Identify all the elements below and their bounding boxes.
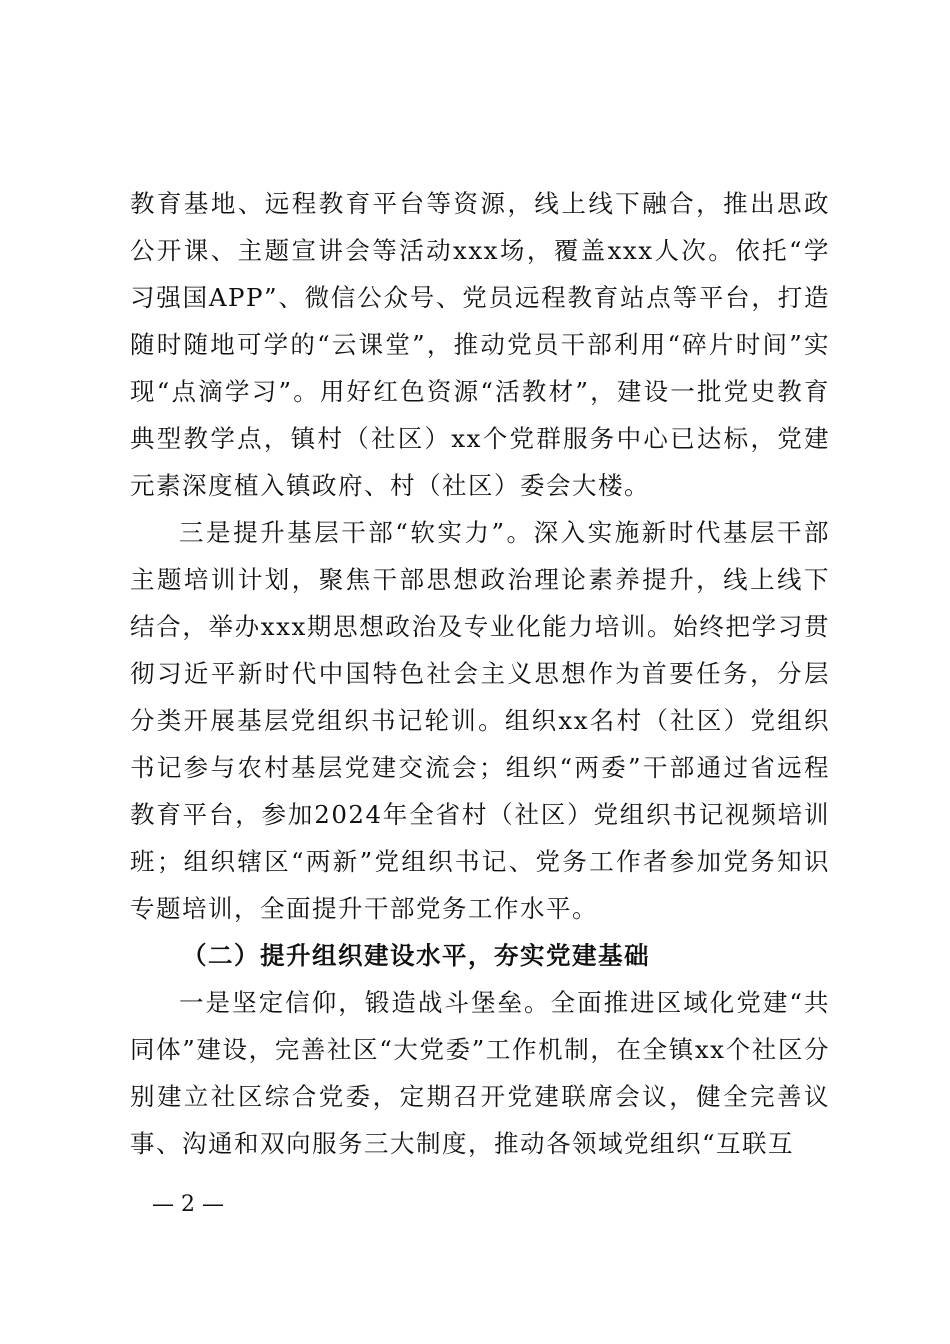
document-body [130, 180, 830, 1167]
paragraph-cadre-training: 三是提升基层干部“软实力”。深入实施新时代基层干部主题培训计划，聚焦干部思想政治理论素养提升，线上线下结合，举办xxx期思想政治及专业化能力培训。始终把学习贯彻习近平新时代中国特色社会主义思想作为首要任务，分层分类开展基层党组织书记轮训。组织xx名村（社区）党组织书记参与农村基层党建交流会；组织“两委”干部通过省远程教育平台，参加2024年全省村（社区）党组织书记视频培训班；组织辖区“两新”党组织书记、党务工作者参加党务知识专题培训，全面提升干部党务工作水平。 [130, 518, 830, 923]
paragraph-party-building: 一是坚定信仰，锻造战斗堡垒。全面推进区域化党建“共同体”建设，完善社区“大党委”工作机制，在全镇xx个社区分别建立社区综合党委，定期召开党建联席会议，健全完善议事、沟通和双向服务三大制度，推动各领域党组织“互联互 [130, 988, 830, 1158]
paragraph-education-resources: 教育基地、远程教育平台等资源，线上线下融合，推出思政公开课、主题宣讲会等活动xxx场，覆盖xxx人次。依托“学习强国APP”、微信公众号、党员远程教育站点等平台，打造随时随地可学的“云课堂”，推动党员干部利用“碎片时间”实现“点滴学习”。用好红色资源“活教材”，建设一批党史教育典型教学点，镇村（社区）xx个党群服务中心已达标，党建元素深度植入镇政府、村（社区）委会大楼。 [130, 189, 830, 500]
page-number: — 2 — [152, 1192, 224, 1217]
section-heading: （二）提升组织建设水平，夯实党建基础 [182, 941, 650, 970]
